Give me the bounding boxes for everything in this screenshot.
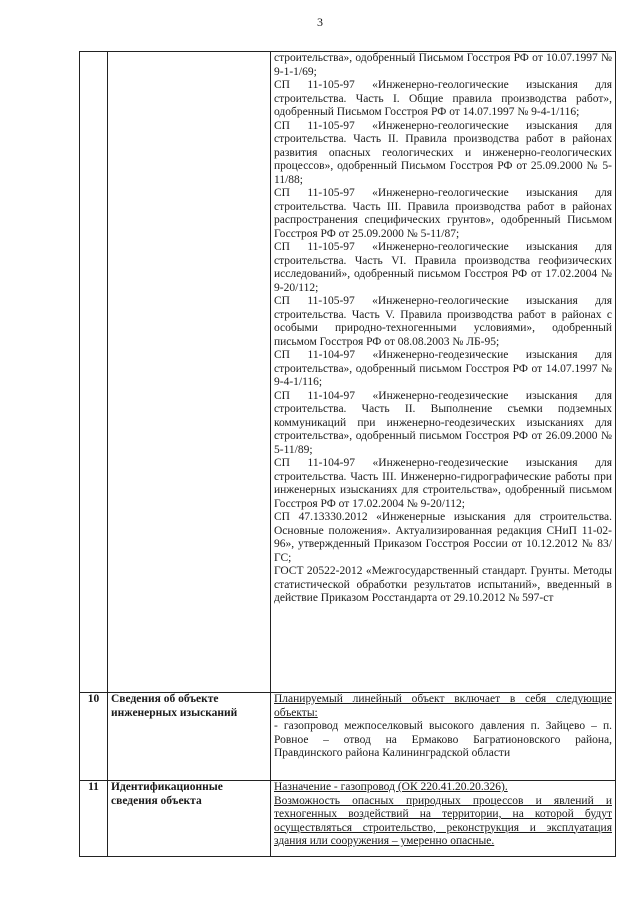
normative-paragraph: СП 11-105-97 «Инженерно-геологические изыскания для строительства. Часть VI. Правила производства геофизических исследований», одобренный письмом Госстроя РФ от 17.02.2004 № 9-20/112; bbox=[274, 241, 612, 294]
normative-paragraph: ГОСТ 20522-2012 «Межгосударственный стандарт. Грунты. Методы статистической обработки результатов испытаний», введенный в действие Приказом Росстандарта от 29.10.2012 № 597-ст bbox=[274, 565, 612, 604]
row-name-cell: Идентификационные сведения объекта bbox=[108, 781, 271, 857]
row-name-cell bbox=[108, 52, 271, 693]
row-number-cell: 11 bbox=[80, 781, 108, 857]
normative-paragraph: СП 11-105-97 «Инженерно-геологические изыскания для строительства. Часть V. Правила производства работ в районах с особыми природно-техногенными условиями», одобренный письмом Госстроя РФ от 08.08.2003 № ЛБ-95; bbox=[274, 295, 612, 348]
table-row-11 bbox=[80, 781, 616, 857]
page-number: 3 bbox=[317, 15, 323, 29]
row-content-cell bbox=[271, 693, 616, 781]
object-list-item: - газопровод межпоселковый высокого давления п. Зайцево – п. Ровное – отвод на Ермаково Багратионовского района, Правдинского района Калининградской области bbox=[274, 720, 612, 759]
normative-paragraph: СП 11-105-97 «Инженерно-геологические изыскания для строительства. Часть I. Общие правила производства работ», одобренный Письмом Госстроя РФ от 14.07.1997 № 9-4-1/116; bbox=[274, 79, 612, 118]
row-name-cell: Сведения об объекте инженерных изысканий bbox=[108, 693, 271, 781]
row-number-cell: 10 bbox=[80, 693, 108, 781]
row-content-cell bbox=[271, 781, 616, 857]
normative-paragraph: СП 11-104-97 «Инженерно-геодезические изыскания для строительства. Часть III. Инженерно-гидрографические работы при инженерных изысканиях для строительства», одобренный письмом Госстроя РФ от 17.02.2004 № 9-20/112; bbox=[274, 457, 612, 510]
table-row-10 bbox=[80, 693, 616, 781]
normative-paragraph: СП 11-104-97 «Инженерно-геодезические изыскания для строительства», одобренный письмом Госстроя РФ от 14.07.1997 № 9-4-1/116; bbox=[274, 349, 612, 388]
row-number-cell bbox=[80, 52, 108, 693]
normative-paragraph: СП 11-105-97 «Инженерно-геологические изыскания для строительства. Часть III. Правила производства работ в районах распространения специфических грунтов», одобренный Письмом Госстроя РФ от 25.09.2000 № 5-11/87; bbox=[274, 187, 612, 240]
normative-paragraph: строительства», одобренный Письмом Госстроя РФ от 10.07.1997 № 9-1-1/69; bbox=[274, 52, 612, 78]
object-intro: Планируемый линейный объект включает в себя следующие объекты: bbox=[274, 693, 612, 719]
normative-paragraph: СП 11-105-97 «Инженерно-геологические изыскания для строительства. Часть II. Правила производства работ в районах развития опасных геологических и инженерно-геологических процессов», одобренный Письмом Госстроя РФ от 25.09.2000 № 5-11/88; bbox=[274, 119, 612, 186]
object-purpose: Назначение - газопровод (ОК 220.41.20.20.326). bbox=[274, 781, 508, 793]
row-content-cell bbox=[271, 52, 616, 693]
normative-paragraph: СП 47.13330.2012 «Инженерные изыскания для строительства. Основные положения». Актуализированная редакция СНиП 11-02-96», утвержденный Приказом Госстроя России от 10.12.2012 № 83/ГС; bbox=[274, 511, 612, 564]
hazard-assessment: Возможность опасных природных процессов и явлений и техногенных воздействий на территории, на которой будут осуществляться строительство, реконструкция и эксплуатация здания или сооружения – умеренно опасные. bbox=[274, 794, 612, 847]
table-row-continued bbox=[80, 52, 616, 693]
normative-paragraph: СП 11-104-97 «Инженерно-геодезические изыскания для строительства. Часть II. Выполнение съемки подземных коммуникаций при инженерно-геодезических изысканиях для строительства», одобренный письмом Госстроя РФ от 26.09.2000 № 5-11/89; bbox=[274, 389, 612, 456]
requirements-table bbox=[79, 51, 616, 857]
